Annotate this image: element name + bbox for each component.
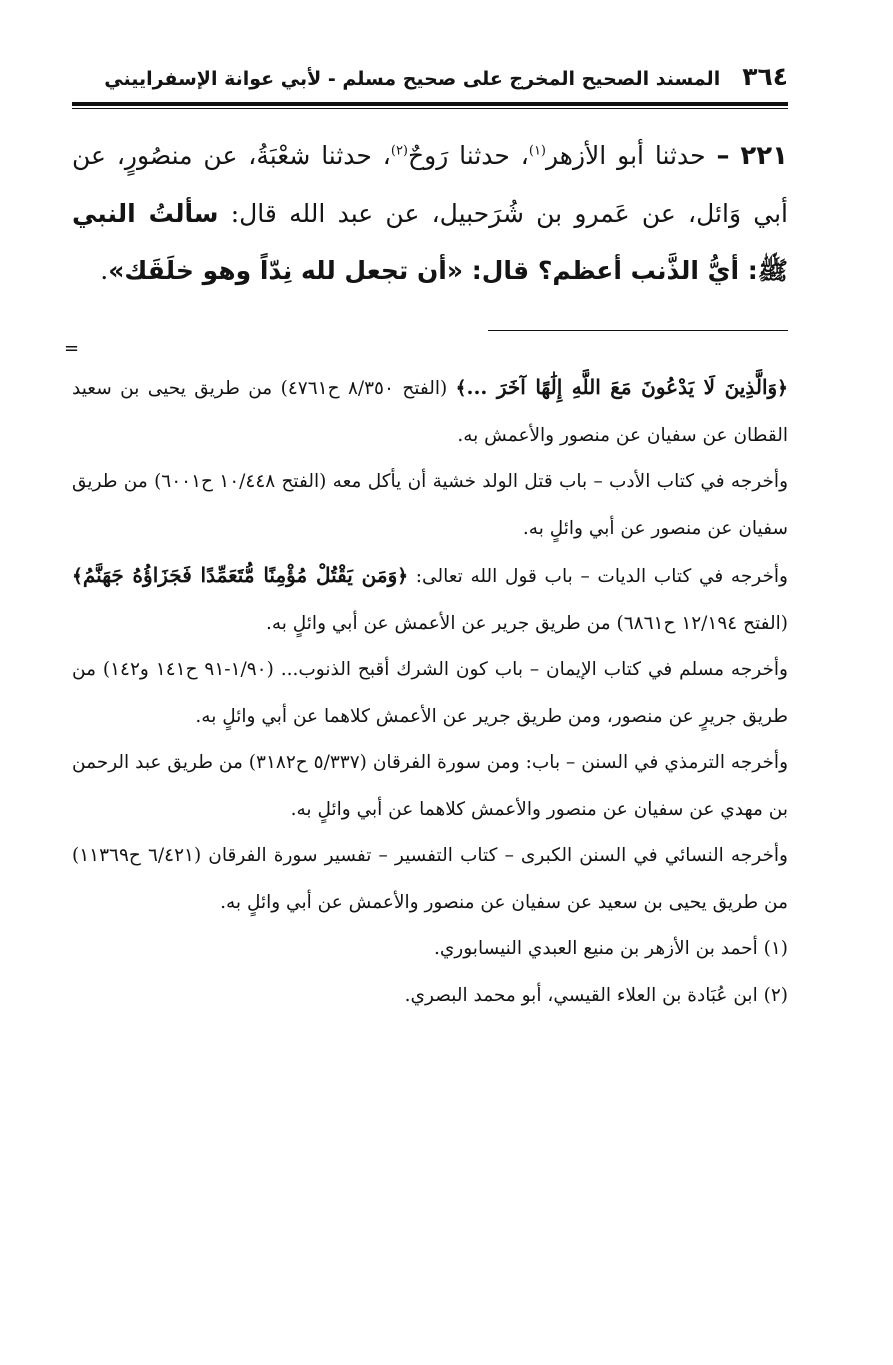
running-header	[72, 62, 788, 100]
quran-verse: وَمَن يَقْتُلْ مُؤْمِنًا مُّتَعَمِّدًا فَجَزَاؤُهُ جَهَنَّمُ	[82, 563, 398, 587]
footnote-marker: (١)	[763, 938, 788, 959]
footnote-ref-2[interactable]: (٢)	[390, 143, 408, 159]
footnote-text: أحمد بن الأزهر بن منيع العبدي النيسابوري.	[433, 938, 758, 959]
note-paragraph	[72, 364, 788, 459]
note-text: (الفتح ١٢/١٩٤ ح٦٨٦١) من طريق جرير عن الأعمش عن أبي وائلٍ به.	[265, 612, 788, 634]
quran-verse: وَالَّذِينَ لَا يَدْعُونَ مَعَ اللَّهِ إِلَٰهًا آخَرَ ...	[466, 375, 778, 399]
header-rule-thin	[72, 108, 788, 109]
footnote-ref-1[interactable]: (١)	[528, 143, 546, 159]
hadith-dash: –	[716, 141, 730, 171]
hadith-part-1: حدثنا أبو الأزهر	[546, 141, 706, 170]
note-text: وأخرجه النسائي في السنن الكبرى – كتاب التفسير – تفسير سورة الفرقان (٦/٤٢١ ح١١٣٦٩) من طريق يحيى بن سعيد عن سفيان عن منصور والأعمش عن أبي وائلٍ به.	[72, 845, 788, 913]
note-text: وأخرجه الترمذي في السنن – باب: ومن سورة الفرقان (٥/٣٣٧ ح٣١٨٢) من طريق عبد الرحمن بن مهدي عن سفيان عن منصور والأعمش كلاهما عن أبي وائلٍ به.	[72, 752, 789, 820]
footnote-1	[72, 926, 788, 973]
note-paragraph	[72, 459, 788, 552]
note-paragraph	[72, 833, 788, 926]
footnote-marker: (٢)	[763, 984, 788, 1006]
takhrij-notes	[72, 364, 788, 1019]
note-paragraph	[72, 552, 788, 647]
note-text: وأخرجه في كتاب الأدب – باب قتل الولد خشية أن يأكل معه (الفتح ١٠/٤٤٨ ح٦٠٠١) من طريق سفيان عن منصور عن أبي وائلٍ به.	[72, 471, 788, 539]
hadith-text	[72, 127, 788, 299]
footnote-text: ابن عُبَادة بن العلاء القيسي، أبو محمد البصري.	[404, 984, 758, 1006]
note-paragraph	[72, 647, 788, 740]
hadith-part-3: ، حدثنا شعْبَةُ، عن منصُورٍ، عن أبي وَائل، عن عَمرو بن شُرَحبيل، عن عبد الله قال:	[72, 141, 788, 228]
quran-bracket-open: ﴿	[397, 566, 409, 587]
hadith-bold-matn: سألتُ النبي ﷺ: أيُّ الذَّنب أعظم؟ قال: «أن تجعل لله نِدّاً وهو خلَقَك»	[72, 199, 788, 285]
note-text: (الفتح ٨/٣٥٠ ح٤٧٦١) من طريق يحيى بن سعيد القطان عن سفيان عن منصور والأعمش به.	[72, 378, 788, 446]
page-number: ٣٦٤	[742, 62, 788, 91]
header-rule-thick	[72, 102, 788, 106]
footnote-separator-row	[64, 324, 788, 364]
book-title: المسند الصحيح المخرج على صحيح مسلم - لأبي عوانة الإسفراييني	[104, 68, 721, 90]
note-text-before: وأخرجه في كتاب الديات – باب قول الله تعالى:	[408, 566, 788, 587]
note-text: وأخرجه مسلم في كتاب الإيمان – باب كون الشرك أقبح الذنوب... (١/٩٠-٩١ ح١٤١ و١٤٢) من طريق جريرٍ عن منصور، ومن طريق جرير عن الأعمش كلاهما عن أبي وائلٍ به.	[72, 659, 788, 727]
quran-bracket-close: ﴾	[72, 566, 83, 587]
note-paragraph	[72, 740, 788, 833]
quran-bracket-open: ﴿	[777, 378, 789, 399]
footnote-2	[72, 973, 788, 1020]
hadith-number: ٢٢١	[740, 141, 788, 171]
hadith-part-2: ، حدثنا رَوحٌ	[408, 141, 529, 170]
hadith-end: .	[100, 256, 109, 285]
page	[64, 62, 789, 1019]
quran-bracket-close: ﴾	[455, 378, 467, 399]
continuation-mark: =	[64, 338, 80, 359]
footnote-separator	[488, 330, 788, 331]
